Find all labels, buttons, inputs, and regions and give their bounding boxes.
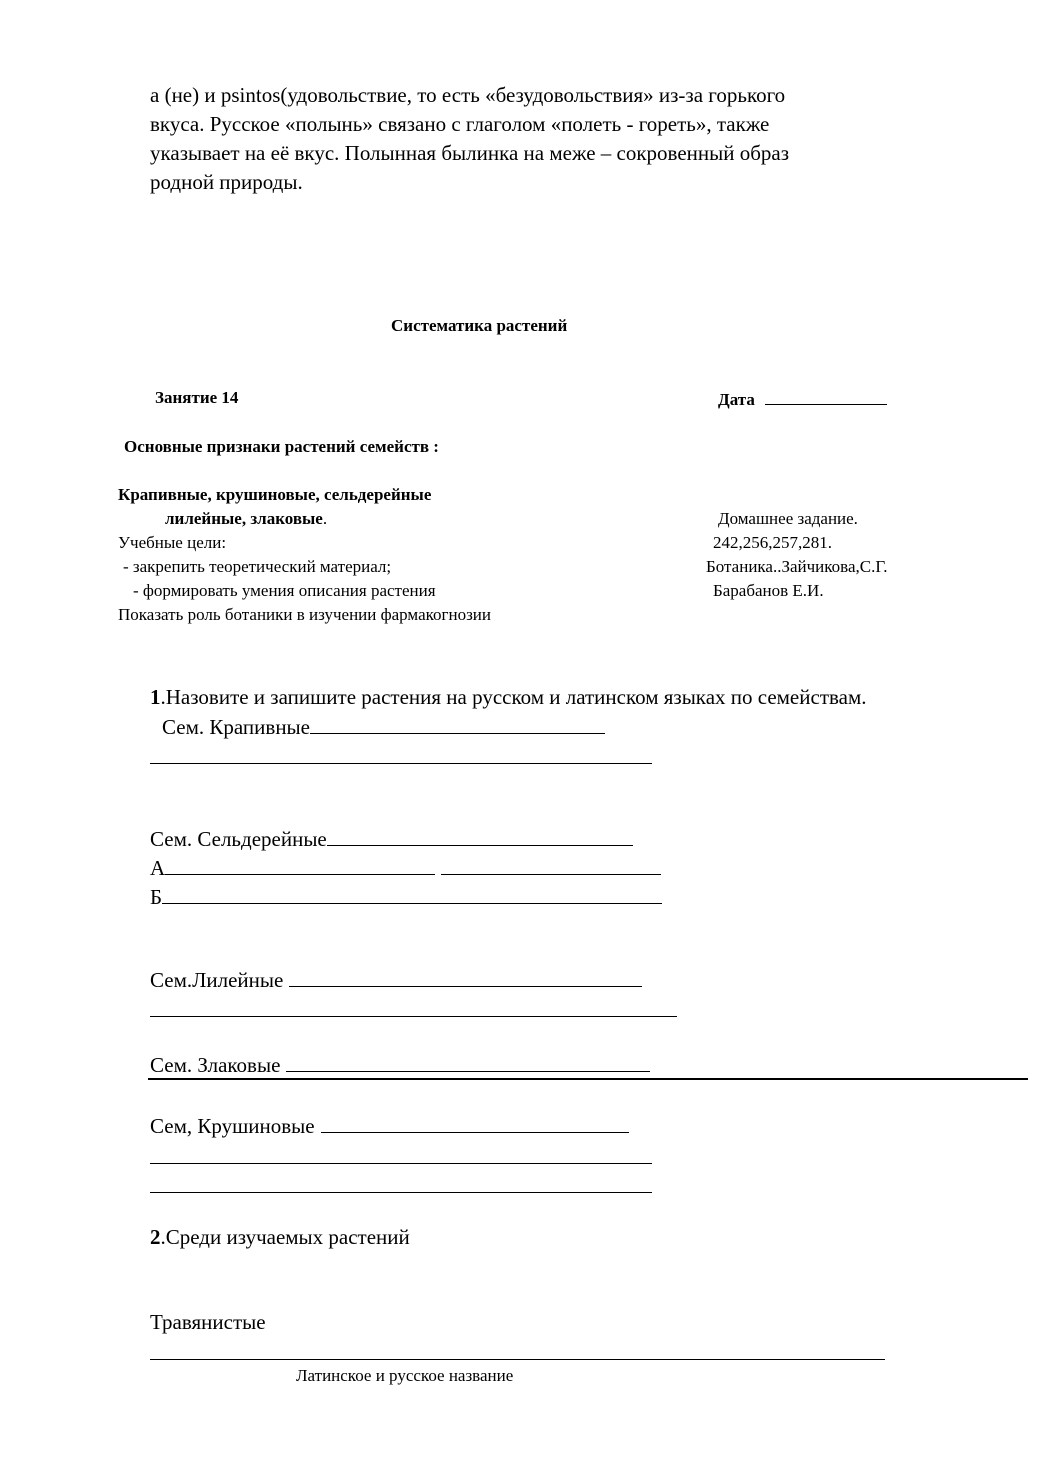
- family-krushinovye: [150, 1111, 629, 1141]
- family-selderey: [150, 824, 633, 854]
- answer-blank[interactable]: [327, 824, 633, 846]
- intro-line: родной природы.: [150, 170, 303, 194]
- answer-row-a: [150, 853, 661, 883]
- answer-blank[interactable]: [441, 853, 661, 875]
- answer-line[interactable]: [150, 1163, 652, 1164]
- family-zlakovye-label: Сем. Злаковые: [150, 1053, 281, 1077]
- answer-blank[interactable]: [286, 1050, 650, 1072]
- date-field: [718, 386, 887, 412]
- page-title: Систематика растений: [391, 316, 568, 335]
- goal-item: - формировать умения описания растения: [133, 581, 436, 600]
- answer-blank[interactable]: [165, 853, 435, 875]
- answer-caption: Латинское и русское название: [296, 1366, 514, 1385]
- letter-a: А: [150, 856, 166, 880]
- lesson-number: Занятие 14: [155, 388, 239, 407]
- task2-number: 2: [150, 1225, 161, 1249]
- goal-item: Показать роль ботаники в изучении фармакогнозии: [118, 605, 491, 624]
- family-selderey-label: Сем. Сельдерейные: [150, 827, 327, 851]
- families-line2-suffix: .: [322, 509, 328, 528]
- date-label: Дата: [718, 390, 755, 409]
- goal-item: - закрепить теоретический материал;: [123, 557, 392, 576]
- intro-line: указывает на её вкус. Полынная былинка на меже – сокровенный образ: [150, 141, 790, 165]
- families-line2-text: лилейные, злаковые: [165, 509, 323, 528]
- goals-label: Учебные цели:: [118, 533, 227, 552]
- homework-source: Ботаника..Зайчикова,С.Г.: [706, 557, 888, 576]
- intro-line: а (не) и psintos(удовольствие, то есть «безудовольствия» из-за горького: [150, 83, 786, 107]
- family-krapivnye-label: Сем. Крапивные: [162, 715, 310, 739]
- families-heading: Основные признаки растений семейств :: [124, 437, 439, 456]
- families-line1: Крапивные, крушиновые, сельдерейные: [118, 485, 432, 504]
- answer-line[interactable]: [150, 1359, 885, 1360]
- letter-b: Б: [150, 885, 163, 909]
- answer-line[interactable]: [150, 763, 652, 764]
- intro-paragraph: [150, 81, 950, 197]
- task1-text: .Назовите и запишите растения на русском и латинском языках по семействам.: [160, 685, 867, 709]
- homework-pages: 242,256,257,281.: [713, 533, 832, 552]
- family-krapivnye: [162, 712, 605, 742]
- answer-blank[interactable]: [162, 882, 662, 904]
- answer-blank[interactable]: [321, 1111, 629, 1133]
- family-krushinovye-label: Сем, Крушиновые: [150, 1114, 315, 1138]
- herbaceous-label: Травянистые: [150, 1310, 266, 1334]
- families-line2: [165, 507, 327, 531]
- family-lileynye-label: Сем.Лилейные: [150, 968, 284, 992]
- task2-prompt: [150, 1223, 410, 1252]
- family-zlakovye: [150, 1050, 650, 1080]
- task2-text: .Среди изучаемых растений: [160, 1225, 410, 1249]
- answer-blank[interactable]: [310, 712, 605, 734]
- answer-blank[interactable]: [289, 965, 642, 987]
- homework-source: Барабанов Е.И.: [713, 581, 824, 600]
- intro-line: вкуса. Русское «полынь» связано с глаголом «полеть - гореть», также: [150, 112, 770, 136]
- homework-label: Домашнее задание.: [718, 509, 858, 528]
- answer-row-b: [150, 882, 662, 912]
- answer-line[interactable]: [150, 1016, 677, 1017]
- answer-line[interactable]: [150, 1192, 652, 1193]
- task1-number: 1: [150, 685, 161, 709]
- divider-line: [148, 1078, 1028, 1080]
- task1-prompt: [150, 683, 867, 712]
- date-blank: [765, 386, 887, 405]
- family-lileynye: [150, 965, 642, 995]
